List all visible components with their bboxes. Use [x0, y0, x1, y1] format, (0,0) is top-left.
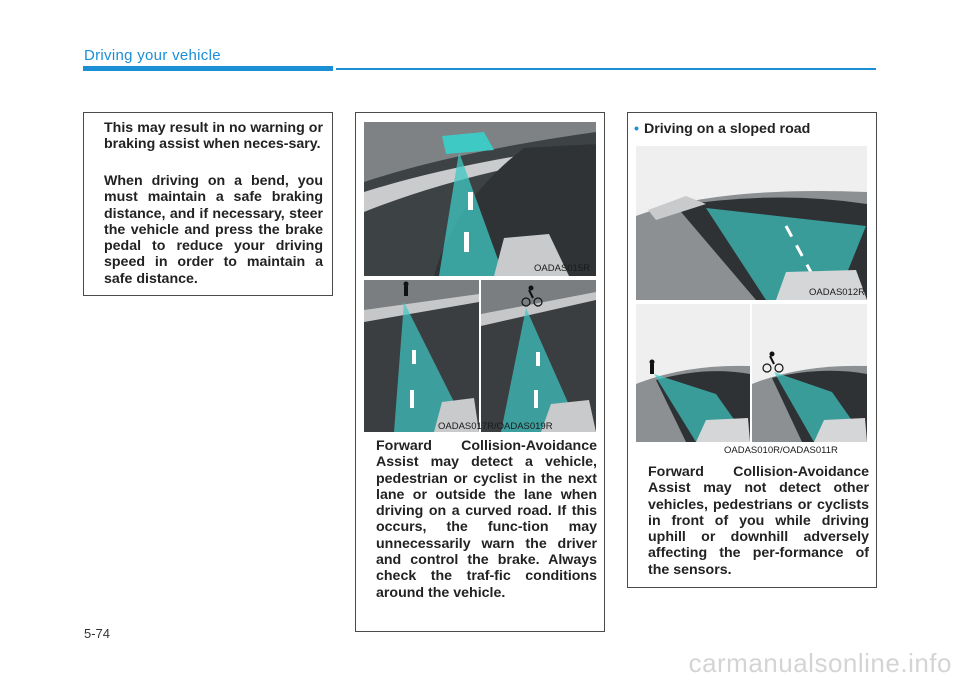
- bullet-dot-icon: •: [634, 121, 639, 137]
- bullet-label: Driving on a sloped road: [643, 121, 811, 137]
- page-number: 5-74: [84, 626, 111, 641]
- section-title: Driving your vehicle: [84, 47, 221, 64]
- cyclist-slope-figure: [752, 304, 867, 442]
- curved-road-vehicle-figure: [364, 122, 596, 276]
- right-paragraph: Forward Collision-Avoidance Assist may not detect other vehicles, pedestrians or cyclists in front of you while driving uphill or downhill adversely affecting the per-formance of the sensors.: [648, 464, 869, 578]
- pedestrian-curve-figure: [364, 280, 479, 432]
- left-paragraph-1: This may result in no warning or braking assist when neces-sary.: [104, 120, 323, 153]
- sloped-road-vehicle-figure: [636, 146, 867, 300]
- figure-caption: OADAS012R: [809, 287, 865, 298]
- cyclist-curve-figure: [481, 280, 596, 432]
- bullet-item: [634, 121, 810, 137]
- figure-caption: OADAS015R: [534, 263, 590, 274]
- header-rule-thin: [336, 68, 876, 70]
- header-rule-thick: [83, 66, 333, 71]
- middle-paragraph: Forward Collision-Avoidance Assist may detect a vehicle, pedestrian or cyclist in the next lane or outside the lane when driving on a curved road. If this occurs, the func-tion may unnecessarily warn the driver and control the brake. Always check the traf-fic conditions around the vehicle.: [376, 438, 597, 601]
- figure-caption: OADAS010R/OADAS011R: [724, 445, 838, 456]
- figure-caption: OADAS017R/OADAS019R: [438, 421, 553, 432]
- left-paragraph-2: When driving on a bend, you must maintain a safe braking distance, and if necessary, steer the vehicle and press the brake pedal to reduce your driving speed in order to maintain a safe distance.: [104, 173, 323, 287]
- pedestrian-slope-figure: [636, 304, 750, 442]
- watermark: carmanualsonline.info: [688, 648, 952, 678]
